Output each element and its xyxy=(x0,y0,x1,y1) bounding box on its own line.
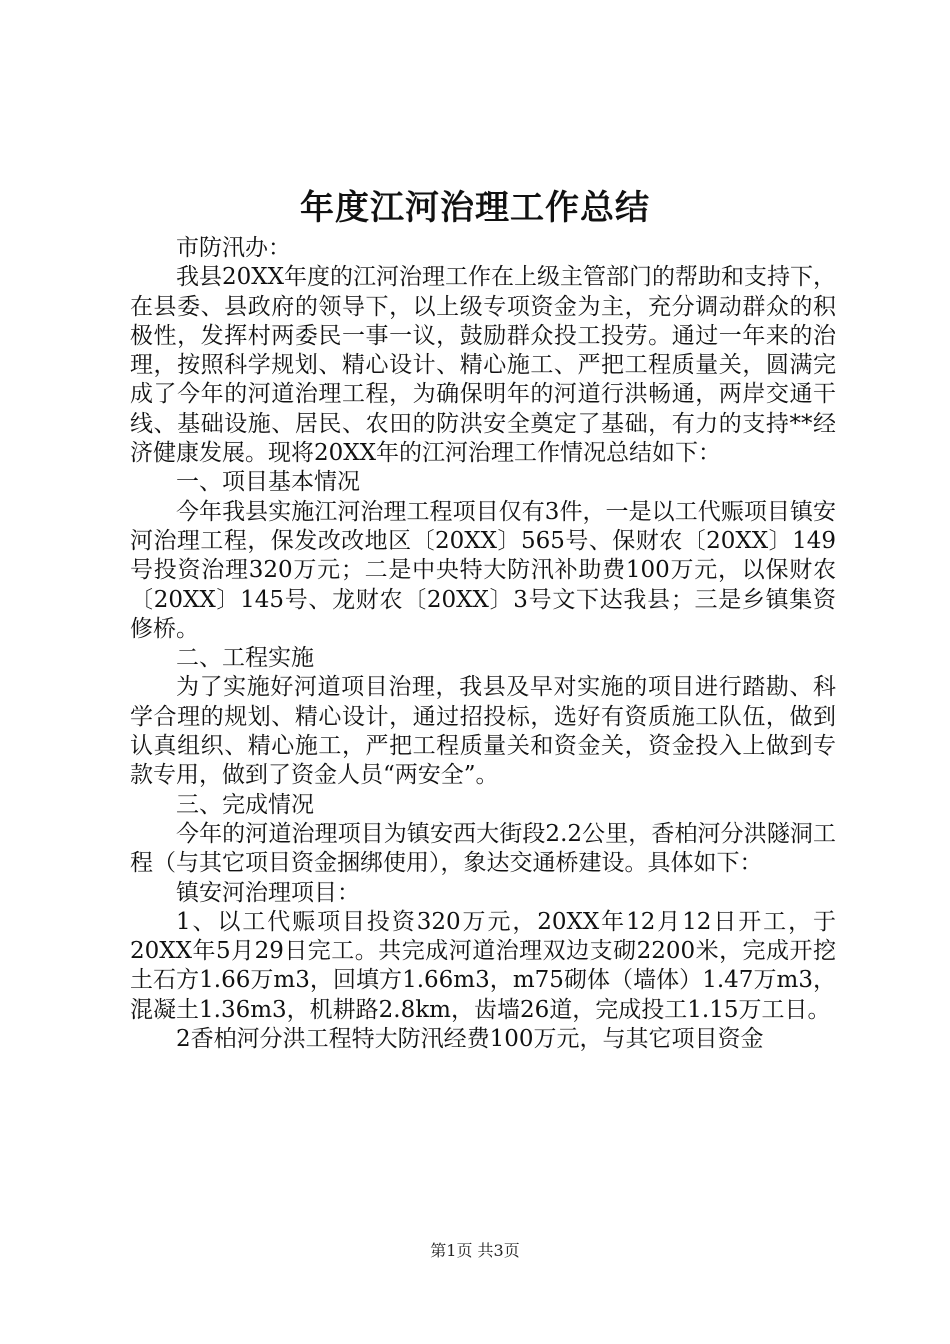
document-body xyxy=(130,234,836,1054)
paragraph-project-basics: 今年我县实施江河治理工程项目仅有3件，一是以工代赈项目镇安河治理工程，保发改改地区〔20XX〕565号、保财农〔20XX〕149号投资治理320万元；二是中央特大防汛补助费100万元，以保财农〔20XX〕145号、龙财农〔20XX〕3号文下达我县；三是乡镇集资修桥。 xyxy=(130,498,836,642)
subheading-zhenan-river: 镇安河治理项目： xyxy=(176,879,360,906)
document-title: 年度江河治理工作总结 xyxy=(300,188,650,228)
section-heading-implementation: 二、工程实施 xyxy=(176,645,314,672)
section-heading-completion: 三、完成情况 xyxy=(176,791,314,818)
section-heading-project-basics: 一、项目基本情况 xyxy=(176,469,360,496)
paragraph-intro: 我县20XX年度的江河治理工作在上级主管部门的帮助和支持下，在县委、县政府的领导下，以上级专项资金为主，充分调动群众的积极性，发挥村两委民一事一议，鼓励群众投工投劳。通过一年来的治理，按照科学规划、精心设计、精心施工、严把工程质量关，圆满完成了今年的河道治理工程，为确保明年的河道行洪畅通，两岸交通干线、基础设施、居民、农田的防洪安全奠定了基础，有力的支持**经济健康发展。现将20XX年的江河治理工作情况总结如下： xyxy=(130,264,837,467)
salutation: 市防汛办： xyxy=(176,235,291,261)
paragraph-completion: 今年的河道治理项目为镇安西大街段2.2公里，香柏河分洪隧洞工程（与其它项目资金捆绑使用），象达交通桥建设。具体如下： xyxy=(130,820,836,877)
paragraph-item-1: 1、以工代赈项目投资320万元，20XX年12月12日开工，于20XX年5月29日完工。共完成河道治理双边支砌2200米，完成开挖土石方1.66万m3，回填方1.66m3，m75砌体（墙体）1.47万m3，混凝土1.36m3，机耕路2.8km，齿墙26道，完成投工1.15万工日。 xyxy=(130,908,836,1023)
paragraph-implementation: 为了实施好河道项目治理，我县及早对实施的项目进行踏勘、科学合理的规划、精心设计，通过招投标，选好有资质施工队伍，做到认真组织、精心施工，严把工程质量关和资金关，资金投入上做到专款专用，做到了资金人员“两安全”。 xyxy=(130,674,836,789)
paragraph-item-2: 2香柏河分洪工程特大防汛经费100万元，与其它项目资金 xyxy=(176,1026,764,1053)
page-footer: 第1页 共3页 xyxy=(430,1241,520,1260)
